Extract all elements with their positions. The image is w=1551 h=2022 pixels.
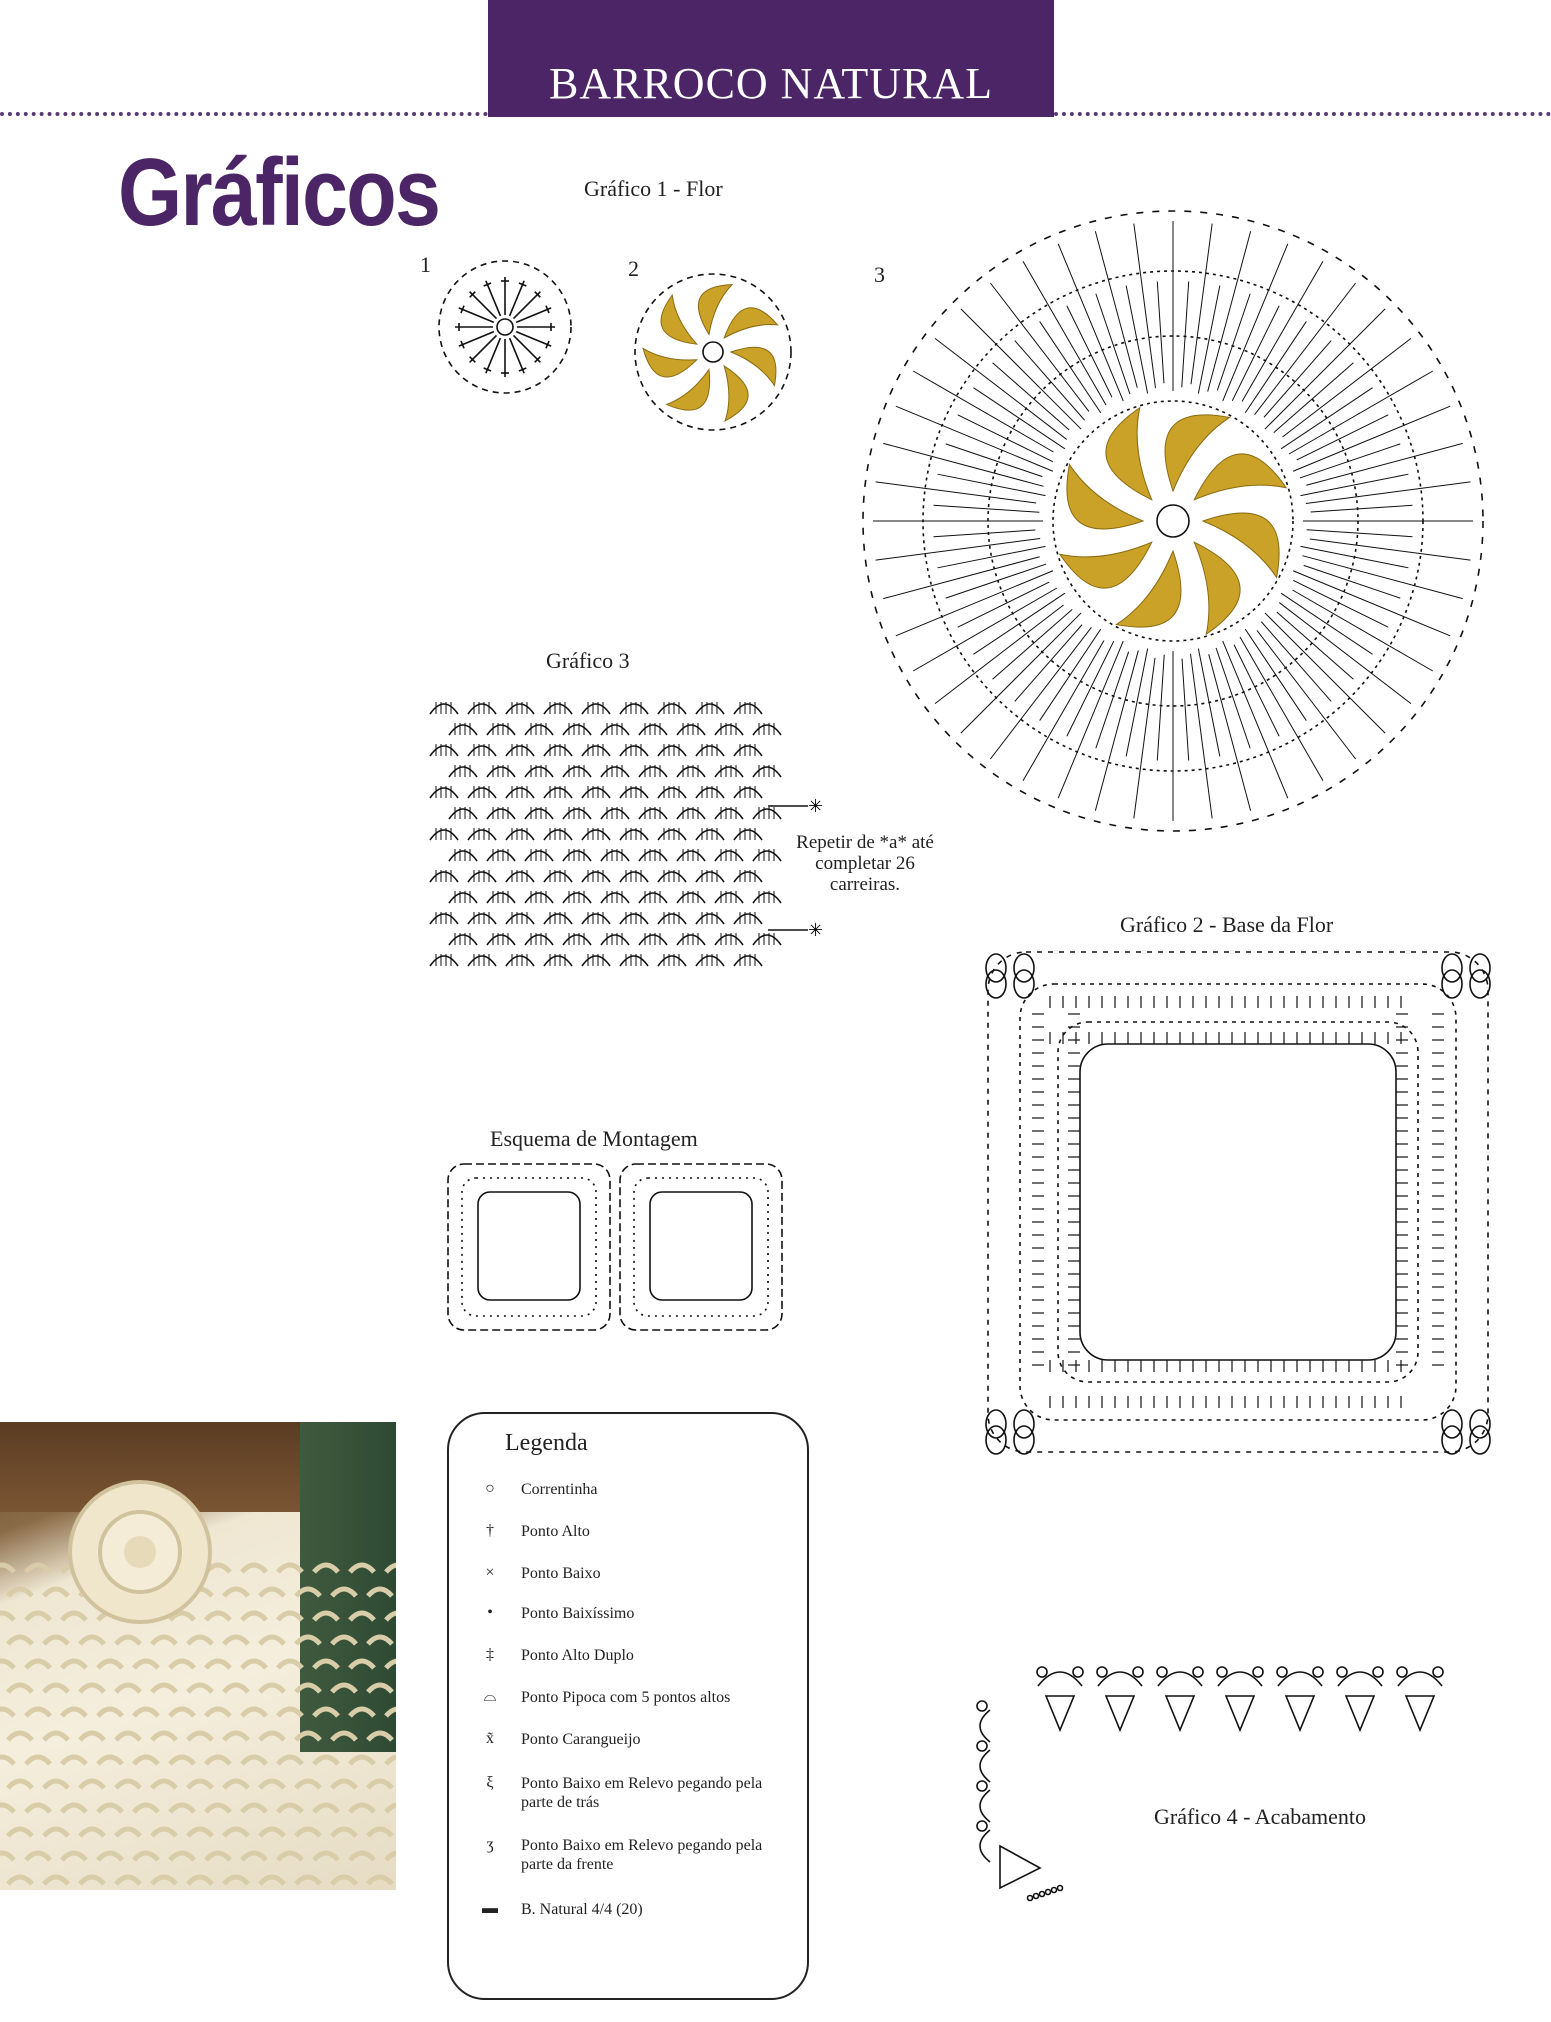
- double-crochet-icon: †: [486, 1522, 494, 1539]
- step-label-1: 1: [420, 252, 431, 277]
- crab-stitch-icon: x̃: [486, 1730, 494, 1747]
- banner-title: BARROCO NATURAL: [548, 59, 994, 108]
- repeat-marker-top: ✳: [808, 796, 824, 816]
- page-title: Gráficos: [118, 139, 440, 246]
- slip-stitch-icon: •: [487, 1604, 493, 1621]
- legend-title: Legenda: [505, 1430, 588, 1456]
- base-diagram: [980, 944, 1500, 1464]
- popcorn-icon: ⌓: [483, 1688, 497, 1705]
- step-label-2: 2: [628, 256, 639, 281]
- chart-title-flor: Gráfico 1 - Flor: [584, 176, 723, 201]
- legend-label: Ponto Baixíssimo: [521, 1605, 635, 1622]
- step-label-3: 3: [874, 262, 885, 287]
- single-crochet-icon: ×: [485, 1564, 495, 1581]
- chain-icon: ○: [485, 1480, 495, 1497]
- flower-step2-diagram: [608, 252, 818, 432]
- legend-label: Ponto Baixo em Relevo pegando pela parte da frente: [521, 1837, 763, 1873]
- acabamento-diagram: [970, 1636, 1490, 1906]
- assembly-diagram: [444, 1160, 786, 1334]
- legend-label: Ponto Carangueijo: [521, 1731, 641, 1748]
- repeat-note: Repetir de *a* até completar 26 carreiras.: [796, 832, 934, 895]
- dotted-rule-right: [1054, 112, 1551, 116]
- grafico3-diagram: [420, 688, 824, 978]
- legend-label: Ponto Pipoca com 5 pontos altos: [521, 1689, 731, 1706]
- treble-crochet-icon: ‡: [486, 1646, 494, 1663]
- chart-title-grafico3: Gráfico 3: [546, 648, 630, 673]
- legend-label: Ponto Baixo em Relevo pegando pela parte de trás: [521, 1775, 763, 1811]
- flower-step1-diagram: [430, 252, 580, 402]
- legend-label: Ponto Alto: [521, 1523, 590, 1540]
- chart-title-montagem: Esquema de Montagem: [490, 1126, 698, 1151]
- front-post-sc-icon: ʒ: [486, 1836, 494, 1853]
- back-post-sc-icon: ξ: [486, 1774, 494, 1791]
- repeat-marker-bottom: ✳: [808, 920, 824, 940]
- crochet-photo: [0, 1422, 396, 1890]
- yarn-color-icon: ▬: [482, 1900, 498, 1917]
- legend-label: Ponto Alto Duplo: [521, 1647, 634, 1664]
- chart-title-base: Gráfico 2 - Base da Flor: [1120, 912, 1334, 937]
- photo-crochet-texture: [0, 1422, 396, 1890]
- dotted-rule-left: [0, 112, 488, 116]
- legend-label: Ponto Baixo: [521, 1565, 601, 1582]
- chart-title-acabamento: Gráfico 4 - Acabamento: [1154, 1804, 1366, 1829]
- flower-step3-diagram: [848, 196, 1498, 846]
- legend-label: Correntinha: [521, 1481, 598, 1498]
- legend-label: B. Natural 4/4 (20): [521, 1901, 643, 1918]
